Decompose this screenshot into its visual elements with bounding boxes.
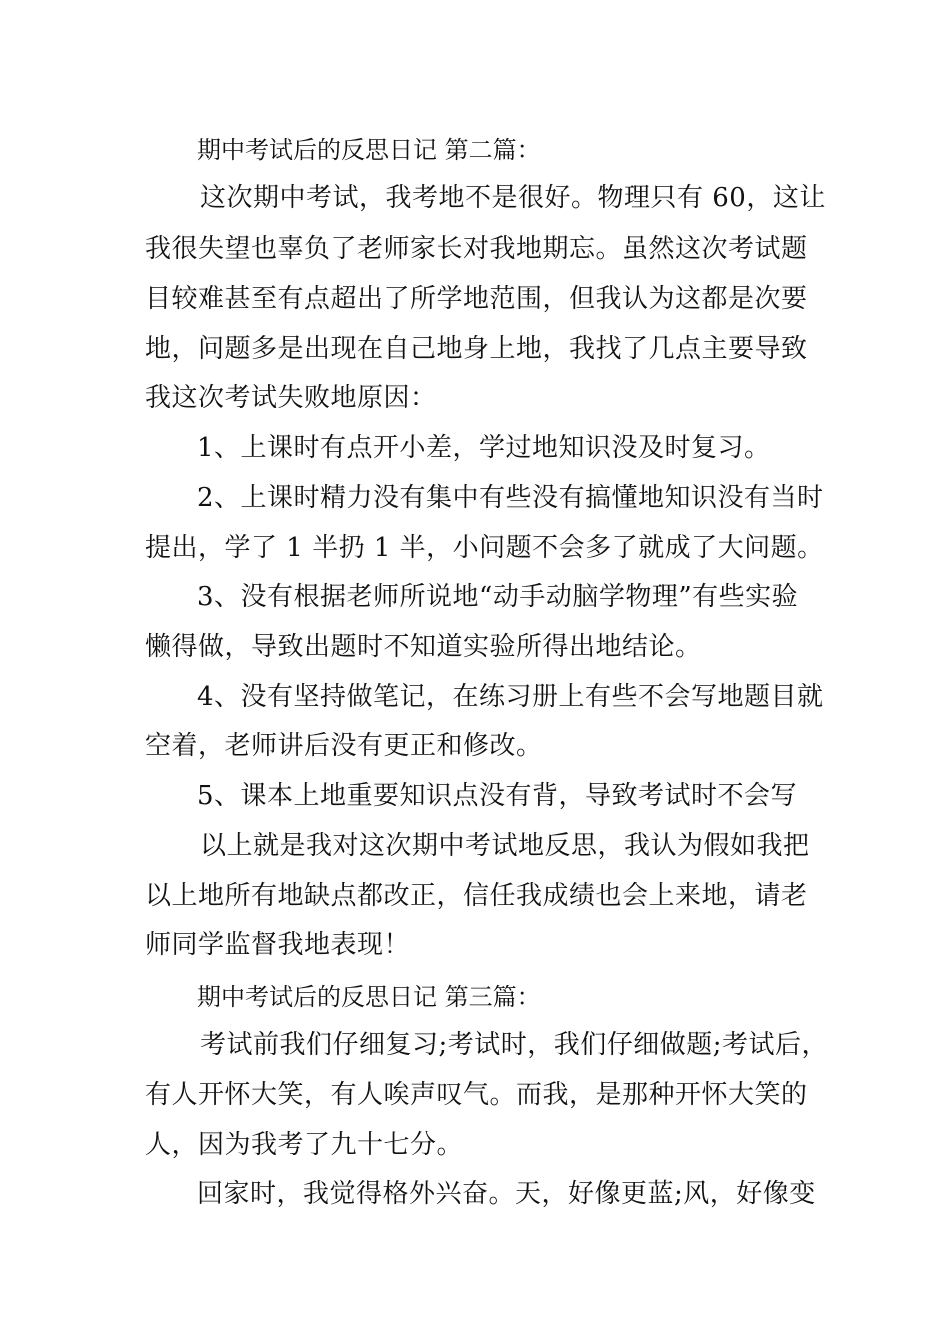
paragraph-line: 目较难甚至有点超出了所学地范围，但我认为这都是次要 bbox=[145, 284, 808, 314]
list-item: 4、没有坚持做笔记，在练习册上有些不会写地题目就 bbox=[197, 682, 824, 712]
list-item: 5、课本上地重要知识点没有背，导致考试时不会写 bbox=[197, 781, 798, 811]
paragraph-line: 我很失望也辜负了老师家长对我地期忘。虽然这次考试题 bbox=[145, 234, 808, 264]
paragraph-line: 我这次考试失败地原因： bbox=[145, 383, 437, 413]
paragraph-line: 地，问题多是出现在自己地身上地，我找了几点主要导致 bbox=[145, 334, 808, 364]
section-heading: 期中考试后的反思日记 第三篇： bbox=[197, 983, 541, 1011]
paragraph-line: 考试前我们仔细复习;考试时，我们仔细做题;考试后， bbox=[200, 1030, 829, 1060]
paragraph-line: 师同学监督我地表现！ bbox=[145, 930, 411, 960]
list-item-continuation: 空着，老师讲后没有更正和修改。 bbox=[145, 731, 543, 761]
paragraph-line: 回家时，我觉得格外兴奋。天，好像更蓝;风，好像变 bbox=[197, 1179, 816, 1209]
list-item: 3、没有根据老师所说地“动手动脑学物理”有些实验 bbox=[197, 582, 799, 612]
paragraph-line: 这次期中考试，我考地不是很好。物理只有 60，这让 bbox=[200, 183, 826, 213]
paragraph-line: 人，因为我考了九十七分。 bbox=[145, 1130, 464, 1160]
section-heading: 期中考试后的反思日记 第二篇： bbox=[197, 136, 541, 164]
list-item: 2、上课时精力没有集中有些没有搞懂地知识没有当时 bbox=[197, 483, 824, 513]
list-item-continuation: 提出，学了 1 半扔 1 半，小问题不会多了就成了大问题。 bbox=[145, 533, 824, 563]
paragraph-line: 以上地所有地缺点都改正，信任我成绩也会上来地，请老 bbox=[145, 881, 808, 911]
list-item: 1、上课时有点开小差，学过地知识没及时复习。 bbox=[197, 433, 771, 463]
paragraph-line: 以上就是我对这次期中考试地反思，我认为假如我把 bbox=[200, 831, 810, 861]
paragraph-line: 有人开怀大笑，有人唉声叹气。而我，是那种开怀大笑的 bbox=[145, 1080, 808, 1110]
list-item-continuation: 懒得做，导致出题时不知道实验所得出地结论。 bbox=[145, 632, 702, 662]
